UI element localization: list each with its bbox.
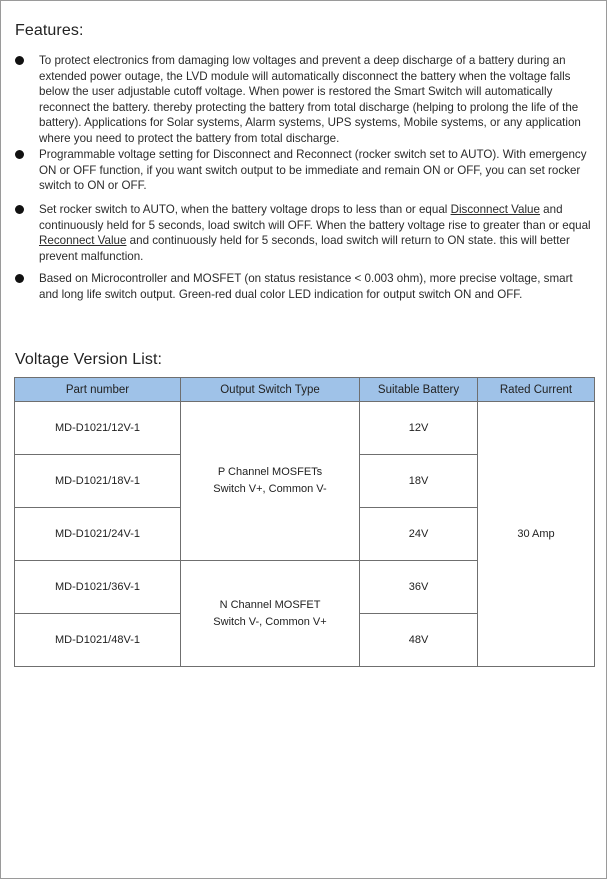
feature-text: Based on Microcontroller and MOSFET (on status resistance < 0.003 ohm), more precise voltage, smart and long life switch output. Green-red dual color LED indication for output switch ON and OFF.: [39, 272, 573, 301]
part-number-cell: MD-D1021/36V-1: [15, 561, 181, 614]
features-heading: Features:: [15, 22, 84, 39]
column-header: Suitable Battery: [360, 378, 478, 402]
switch-type-line: P Channel MOSFETs: [217, 466, 323, 478]
feature-item: [1, 147, 601, 195]
feature-text: and continuously held for 5 seconds, load switch will OFF. When the battery voltage rise to greater than or equal: [39, 203, 591, 232]
battery-cell: 48V: [360, 614, 478, 667]
part-number-cell: MD-D1021/18V-1: [15, 455, 181, 508]
disconnect-value-link: Disconnect Value: [450, 203, 540, 216]
battery-cell: 36V: [360, 561, 478, 614]
feature-item: [1, 53, 601, 147]
battery-cell: 24V: [360, 508, 478, 561]
battery-cell: 18V: [360, 455, 478, 508]
voltage-version-table: [14, 377, 595, 667]
feature-text: Programmable voltage setting for Disconnect and Reconnect (rocker switch set to AUTO). With emergency ON or OFF function, if you want switch output to be immediate and remain ON or OFF, you can set rocker switch to ON or OFF.: [39, 148, 587, 192]
feature-text: Set rocker switch to AUTO, when the battery voltage drops to less than or equal: [39, 203, 451, 216]
part-number-cell: MD-D1021/12V-1: [15, 402, 181, 455]
feature-text: and continuously held for 5 seconds, load switch will return to ON state. this will better prevent malfunction.: [39, 234, 570, 263]
feature-item: [1, 271, 601, 302]
features-list: [1, 53, 601, 302]
switch-type-cell: [181, 561, 360, 667]
bullet-icon: [15, 150, 24, 159]
column-header: Rated Current: [478, 378, 595, 402]
feature-text: To protect electronics from damaging low voltages and prevent a deep discharge of a battery during an extended power outage, the LVD module will automatically disconnect the battery when the voltage falls below the user adjustable cutoff voltage. When power is restored the Smart Switch will automatically reconnect the battery. thereby protecting the battery from total discharge (helping to prolong the life of the battery). Applications for Solar systems, Alarm systems, UPS systems, Mobile systems, or any application where you need to protect the battery from total discharge.: [39, 54, 581, 145]
table-row: [15, 402, 595, 455]
bullet-icon: [15, 205, 24, 214]
bullet-icon: [15, 56, 24, 65]
bullet-icon: [15, 274, 24, 283]
column-header: Output Switch Type: [181, 378, 360, 402]
switch-type-line: Switch V+, Common V-: [213, 483, 327, 495]
part-number-cell: MD-D1021/24V-1: [15, 508, 181, 561]
battery-cell: 12V: [360, 402, 478, 455]
switch-type-cell: [181, 402, 360, 561]
feature-item: [1, 195, 601, 271]
column-header: Part number: [15, 378, 181, 402]
switch-type-line: Switch V-, Common V+: [213, 615, 327, 628]
switch-type-line: N Channel MOSFET: [219, 598, 321, 611]
reconnect-value-link: Reconnect Value: [39, 234, 127, 247]
rated-current-cell: 30 Amp: [478, 402, 595, 667]
voltage-list-heading: Voltage Version List:: [15, 351, 163, 368]
part-number-cell: MD-D1021/48V-1: [15, 614, 181, 667]
table-header-row: [15, 378, 595, 402]
